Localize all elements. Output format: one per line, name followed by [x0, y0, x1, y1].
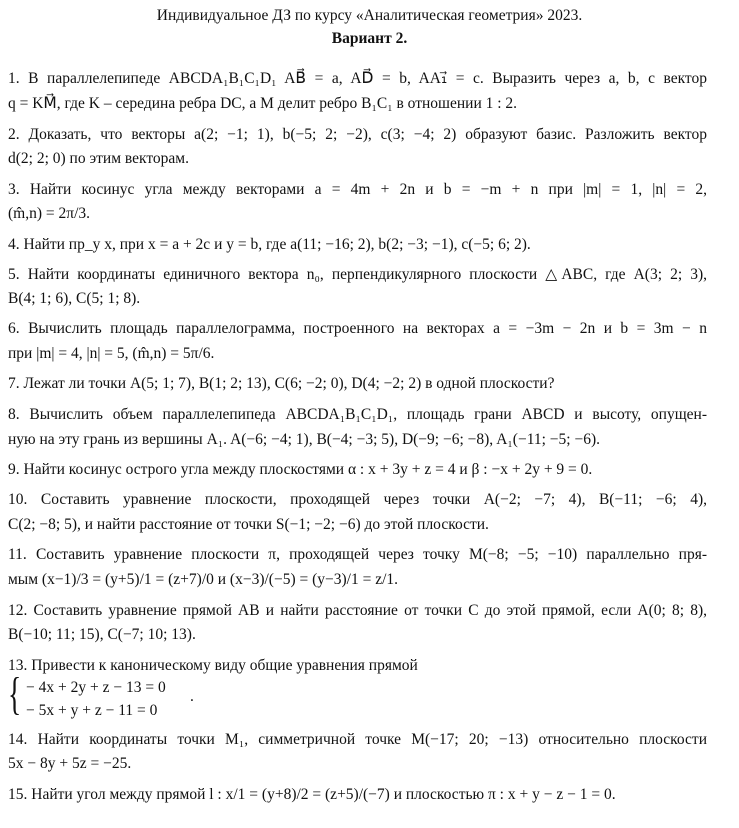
problem-line: 3. Найти косинус угла между векторами a = 4m + 2n и b = −m + n при |m| = 1, |n| = 2, — [8, 181, 707, 198]
problem-line: 15. Найти угол между прямой l : x/1 = (y+8)/2 = (z+5)/(−7) и плоскостью π : x + y − z − 1 = 0. — [8, 786, 616, 803]
problem-line: C(2; −8; 5), и найти расстояние от точки S(−1; −2; −6) до этой плоскости. — [8, 516, 489, 533]
problem-line: 7. Лежат ли точки A(5; 1; 7), B(1; 2; 13), C(6; −2; 0), D(4; −2; 2) в одной плоскости? — [8, 375, 555, 392]
problem-line: d(2; 2; 0) по этим векторам. — [8, 150, 189, 167]
problem-line: 4. Найти пр_y x, при x = a + 2c и y = b, где a(11; −16; 2), b(2; −3; −1), c(−5; 6; 2). — [8, 236, 531, 253]
problem-line: 13. Привести к каноническому виду общие уравнения прямой — [8, 657, 418, 674]
problem-line: при |m| = 4, |n| = 5, (m̂,n) = 5π/6. — [8, 345, 215, 362]
problem-line: 5x − 8y + 5z = −25. — [8, 755, 132, 772]
problem-line: 14. Найти координаты точки M₁, симметричной точке M(−17; 20; −13) относительно плоскости — [8, 731, 707, 748]
problem-line: (m̂,n) = 2π/3. — [8, 205, 91, 222]
problem-line: 1. В параллелепипеде ABCDA₁B₁C₁D₁ AB⃗ = a, AD⃗ = b, AA₁⃗ = c. Выразить через a, b, c вектор — [8, 70, 707, 87]
problem-line: 5. Найти координаты единичного вектора n₀, перпендикулярного плоскости △ABC, где A(3; 2; 3), — [8, 266, 707, 283]
problem-line: 6. Вычислить площадь параллелограмма, построенного на векторах a = −3m − 2n и b = 3m − n — [8, 320, 707, 337]
problem-line: 12. Составить уравнение прямой AB и найти расстояние от точки C до этой прямой, если A(0; 8; 8), — [8, 602, 707, 619]
problem-line: B(−10; 11; 15), C(−7; 10; 13). — [8, 626, 196, 643]
problem-line: мым (x−1)/3 = (y+5)/1 = (z+7)/0 и (x−3)/(−5) = (y−3)/1 = z/1. — [8, 571, 399, 588]
problem-line: 11. Составить уравнение плоскости π, проходящей через точку M(−8; −5; −10) параллельно пря- — [8, 546, 707, 563]
problem-line: 8. Вычислить объем параллелепипеда ABCDA₁B₁C₁D₁, площадь грани ABCD и высоту, опущен- — [8, 406, 707, 423]
system-equation-2: − 5x + y + z − 11 = 0 — [26, 702, 158, 719]
variant-heading: Вариант 2. — [331, 30, 408, 47]
system-end: . — [190, 688, 194, 705]
problem-line: 9. Найти косинус острого угла между плоскостями α : x + 3y + z = 4 и β : −x + 2y + 9 = 0. — [8, 461, 593, 478]
document-title: Индивидуальное ДЗ по курсу «Аналитическая геометрия» 2023. — [156, 7, 583, 24]
problem-line: q = KM⃗, где K – середина ребра DC, а M делит ребро B₁C₁ в отношении 1 : 2. — [8, 95, 518, 112]
brace-symbol: { — [8, 668, 22, 719]
problem-line: B(4; 1; 6), C(5; 1; 8). — [8, 290, 141, 307]
problem-line: 2. Доказать, что векторы a(2; −1; 1), b(−5; 2; −2), c(3; −4; 2) образуют базис. Разложить вектор — [8, 126, 707, 143]
problem-line: 10. Составить уравнение плоскости, проходящей через точки A(−2; −7; 4), B(−11; −6; 4), — [8, 491, 707, 508]
problem-line: ную на эту грань из вершины A₁. A(−6; −4; 1), B(−4; −3; 5), D(−9; −6; −8), A₁(−11; −5; −6). — [8, 431, 601, 448]
system-equation-1: − 4x + 2y + z − 13 = 0 — [26, 679, 166, 696]
